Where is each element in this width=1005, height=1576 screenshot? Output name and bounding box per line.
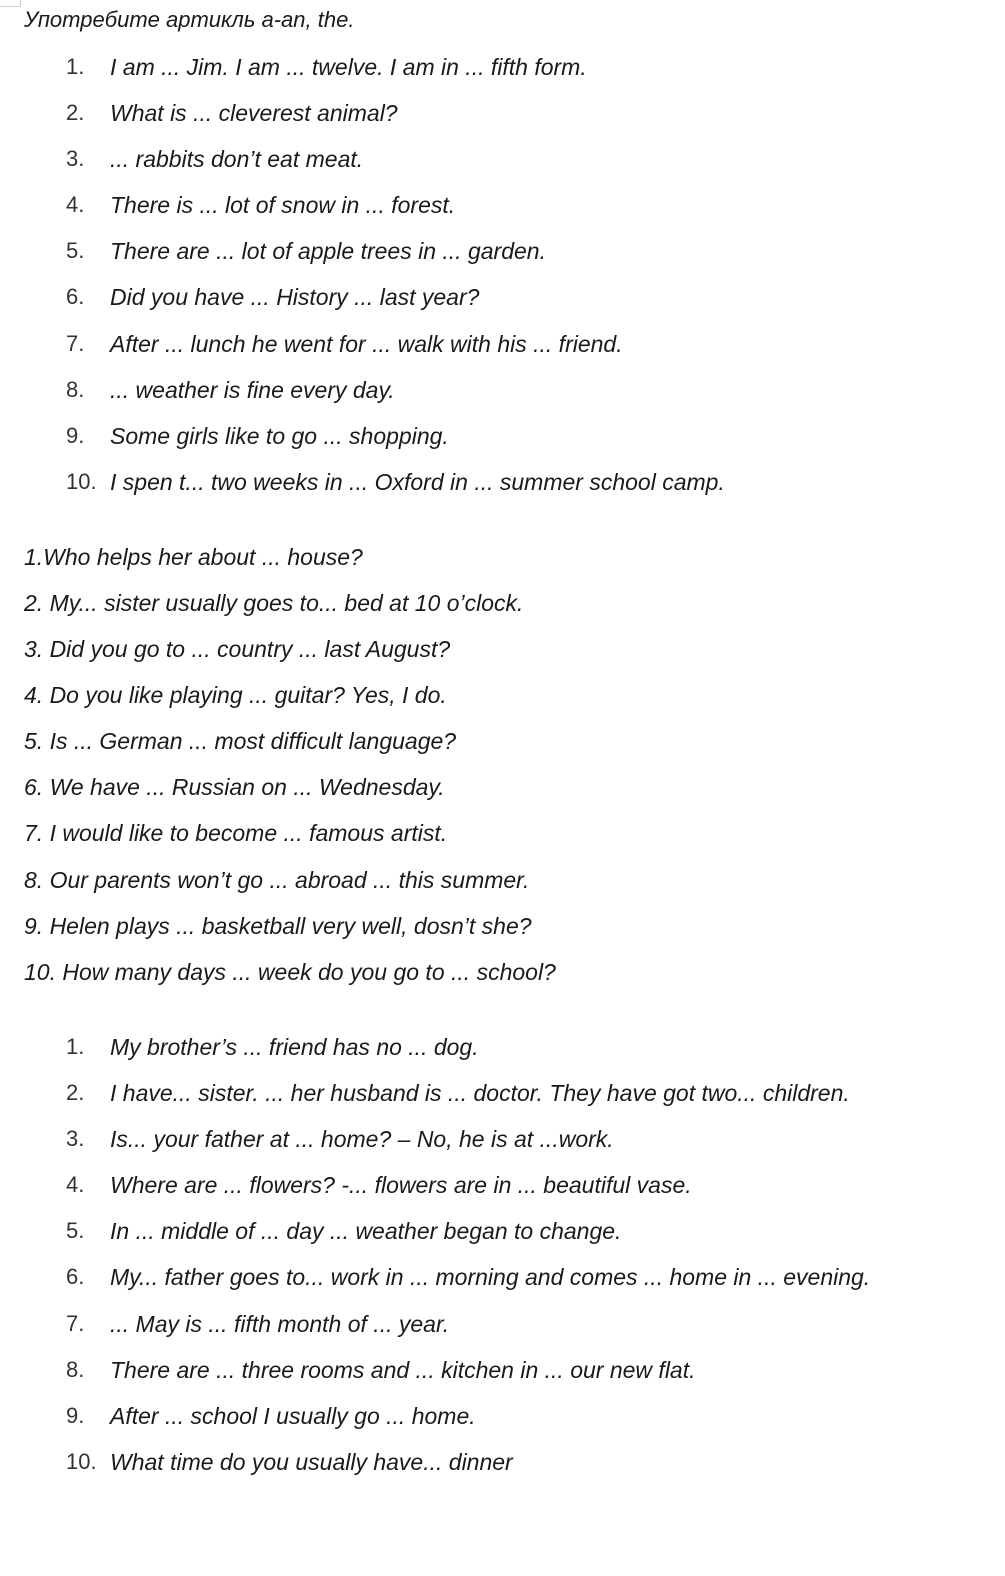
item-text: I have... sister. ... her husband is ... doctor. They have got two... children. (110, 1080, 850, 1106)
item-number: 5. (66, 1218, 85, 1243)
list-item: 10. How many days ... week do you go to ... school? (24, 959, 556, 985)
item-number: 1. (66, 54, 85, 79)
item-number: 10. (66, 469, 97, 494)
item-number: 10. (66, 1449, 97, 1474)
item-text: ... weather is fine every day. (110, 377, 395, 403)
list-item: 1.Who helps her about ... house? (24, 544, 363, 570)
page-corner-mark (0, 0, 21, 7)
list-item: 9. Helen plays ... basketball very well, dosn’t she? (24, 913, 532, 939)
item-text: I spen t... two weeks in ... Oxford in ... summer school camp. (110, 469, 725, 495)
item-number: 5. (66, 238, 85, 263)
list-item: 4. Do you like playing ... guitar? Yes, I do. (24, 682, 447, 708)
item-text: ... May is ... fifth month of ... year. (110, 1311, 450, 1337)
item-text: My brother’s ... friend has no ... dog. (110, 1034, 479, 1060)
item-text: There are ... lot of apple trees in ... garden. (110, 238, 546, 264)
item-text: There is ... lot of snow in ... forest. (110, 192, 456, 218)
item-text: There are ... three rooms and ... kitchen in ... our new flat. (110, 1357, 696, 1383)
list-item: 3. Did you go to ... country ... last August? (24, 636, 451, 662)
item-text: Where are ... flowers? -... flowers are in ... beautiful vase. (110, 1172, 692, 1198)
item-text: After ... lunch he went for ... walk with his ... friend. (110, 331, 623, 357)
item-text: My... father goes to... work in ... morning and comes ... home in ... evening. (110, 1264, 871, 1290)
item-number: 3. (66, 1126, 85, 1151)
exercise-title: Употребите артикль а-an, the. (24, 7, 355, 32)
list-item: 8. Our parents won’t go ... abroad ... this summer. (24, 867, 530, 893)
item-text: ... rabbits don’t eat meat. (110, 146, 364, 172)
item-number: 6. (66, 1264, 85, 1289)
list-item: 7. I would like to become ... famous artist. (24, 820, 448, 846)
item-text: After ... school I usually go ... home. (110, 1403, 476, 1429)
item-text: In ... middle of ... day ... weather began to change. (110, 1218, 622, 1244)
item-number: 8. (66, 1357, 85, 1382)
item-number: 2. (66, 100, 85, 125)
item-text: Some girls like to go ... shopping. (110, 423, 449, 449)
item-number: 4. (66, 1172, 85, 1197)
item-number: 7. (66, 331, 85, 356)
list-item: 5. Is ... German ... most difficult language? (24, 728, 457, 754)
item-text: Is... your father at ... home? – No, he is at ...work. (110, 1126, 614, 1152)
item-text: What time do you usually have... dinner (110, 1449, 513, 1475)
item-number: 9. (66, 1403, 85, 1428)
item-number: 4. (66, 192, 85, 217)
list-item: 6. We have ... Russian on ... Wednesday. (24, 774, 445, 800)
item-number: 1. (66, 1034, 85, 1059)
item-number: 8. (66, 377, 85, 402)
item-text: I am ... Jim. I am ... twelve. I am in ... fifth form. (110, 54, 587, 80)
item-number: 7. (66, 1311, 85, 1336)
item-number: 6. (66, 284, 85, 309)
item-text: Did you have ... History ... last year? (110, 284, 480, 310)
item-number: 3. (66, 146, 85, 171)
list-item: 2. My... sister usually goes to... bed at 10 o’clock. (24, 590, 524, 616)
item-text: What is ... cleverest animal? (110, 100, 398, 126)
item-number: 2. (66, 1080, 85, 1105)
item-number: 9. (66, 423, 85, 448)
